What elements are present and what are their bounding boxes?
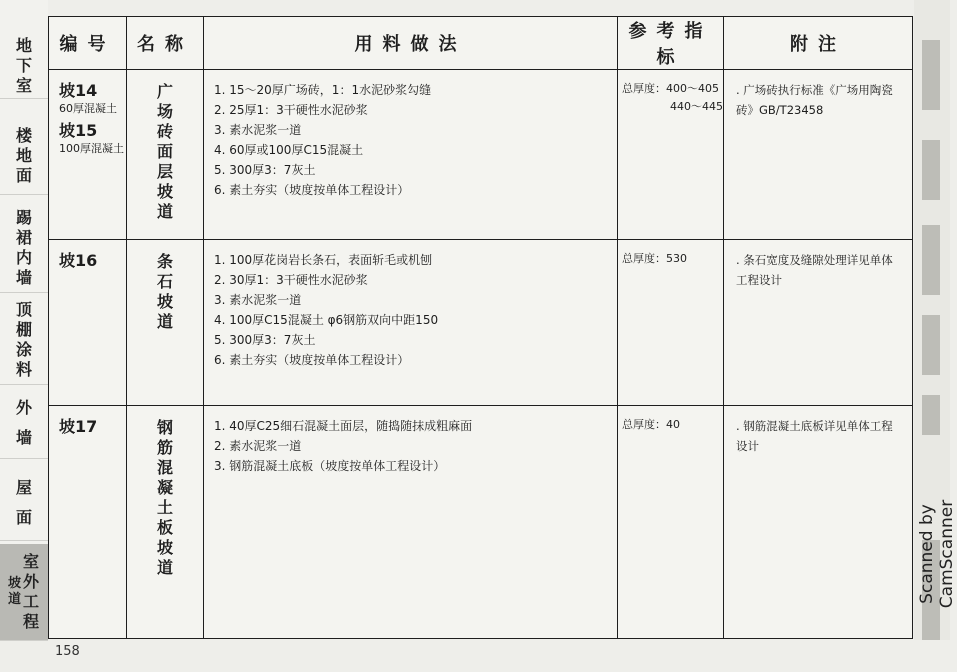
- method-step: 1. 40厚C25细石混凝土面层，随捣随抹成粗麻面: [214, 419, 473, 433]
- method-step: 4. 100厚C15混凝土 φ6钢筋双向中距150: [214, 313, 439, 327]
- ramp-code: 坡16: [59, 251, 98, 270]
- method-cell: [204, 240, 618, 406]
- table-row: [49, 70, 913, 240]
- note-text: . 钢筋混凝土底板详见单体工程设计: [736, 419, 893, 453]
- method-cell: [204, 406, 618, 639]
- reference-value: 总厚度：40: [622, 418, 680, 431]
- sidebar-tab-sublabel: 坡道: [8, 576, 22, 607]
- method-step: 3. 钢筋混凝土底板（坡度按单体工程设计）: [214, 459, 446, 473]
- page-number: 158: [55, 644, 80, 659]
- ramp-code: 坡14: [59, 81, 98, 100]
- method-step: 2. 素水泥浆一道: [214, 439, 302, 453]
- sidebar-tab-label: 外墙: [15, 398, 32, 447]
- note-text: . 广场砖执行标准《广场用陶瓷砖》GB/T23458: [736, 83, 893, 117]
- note-cell: [724, 70, 913, 240]
- method-step: 5. 300厚3：7灰土: [214, 163, 316, 177]
- sidebar-tab-label: 室外工程: [23, 552, 40, 631]
- method-cell: [204, 70, 618, 240]
- reference-value: 440～445: [670, 100, 723, 113]
- reference-cell: [618, 70, 724, 240]
- bleed-tab-mark: [922, 225, 940, 295]
- code-cell: [49, 406, 127, 639]
- ramp-spec-table-wrapper: [48, 16, 912, 639]
- bleed-tab-mark: [922, 395, 940, 435]
- method-step: 3. 素水泥浆一道: [214, 123, 302, 137]
- method-step: 2. 30厚1：3干硬性水泥砂浆: [214, 273, 368, 287]
- sidebar-tab-label: 楼地面: [15, 126, 32, 185]
- ramp-code: 坡15: [59, 121, 98, 140]
- sidebar-tab-roof[interactable]: [0, 466, 48, 541]
- reference-cell: [618, 406, 724, 639]
- method-step: 1. 100厚花岗岩长条石，表面斩毛或机刨: [214, 253, 433, 267]
- ramp-name: 广场砖面层坡道: [156, 82, 173, 221]
- sidebar-tab-label: 屋面: [15, 478, 32, 527]
- sidebar-tab-ceiling-paint[interactable]: [0, 296, 48, 385]
- method-step: 6. 素土夯实（坡度按单体工程设计）: [214, 183, 410, 197]
- sidebar-tab-label: 踢裙内墙: [15, 208, 32, 287]
- sidebar-tab-floor[interactable]: [0, 118, 48, 195]
- name-cell: [127, 406, 204, 639]
- code-cell: [49, 70, 127, 240]
- ramp-name: 条石坡道: [156, 252, 173, 331]
- method-step: 1. 15～20厚广场砖，1：1水泥砂浆勾缝: [214, 83, 432, 97]
- reference-cell: [618, 240, 724, 406]
- chapter-sidebar: [0, 0, 48, 640]
- note-cell: [724, 240, 913, 406]
- method-step: 5. 300厚3：7灰土: [214, 333, 316, 347]
- name-cell: [127, 240, 204, 406]
- table-row: [49, 240, 913, 406]
- header-reference: 参考指标: [618, 17, 724, 70]
- sidebar-tab-skirting-interior-wall[interactable]: [0, 204, 48, 293]
- method-step: 4. 60厚或100厚C15混凝土: [214, 143, 364, 157]
- ramp-code: 坡17: [59, 417, 98, 436]
- method-step: 2. 25厚1：3干硬性水泥砂浆: [214, 103, 368, 117]
- code-cell: [49, 240, 127, 406]
- note-text: . 条石宽度及缝隙处理详见单体工程设计: [736, 253, 893, 287]
- header-name: 名称: [127, 17, 204, 70]
- sidebar-tab-exterior-works-ramp[interactable]: [0, 544, 48, 641]
- method-step: 6. 素土夯实（坡度按单体工程设计）: [214, 353, 410, 367]
- ramp-code-note: 100厚混凝土: [59, 142, 124, 155]
- sidebar-tab-exterior-wall[interactable]: [0, 388, 48, 459]
- ramp-spec-table: [48, 16, 913, 639]
- scanner-watermark: Scanned by CamScanner: [917, 499, 957, 609]
- table-row: [49, 406, 913, 639]
- name-cell: [127, 70, 204, 240]
- header-note: 附注: [724, 17, 913, 70]
- method-step: 3. 素水泥浆一道: [214, 293, 302, 307]
- sidebar-tab-label: 顶棚涂料: [15, 300, 32, 379]
- table-header-row: [49, 17, 913, 70]
- ramp-name: 钢筋混凝土板坡道: [156, 418, 173, 577]
- note-cell: [724, 406, 913, 639]
- ramp-code-note: 60厚混凝土: [59, 102, 117, 115]
- sidebar-tab-label: 地下室: [15, 36, 32, 95]
- bleed-tab-mark: [922, 315, 940, 375]
- header-code: 编号: [49, 17, 127, 70]
- reference-value: 总厚度：400～405: [622, 82, 719, 95]
- bleed-tab-mark: [922, 40, 940, 110]
- header-method: 用料做法: [204, 17, 618, 70]
- sidebar-tab-basement[interactable]: [0, 34, 48, 99]
- reference-value: 总厚度：530: [622, 252, 687, 265]
- bleed-tab-mark: [922, 140, 940, 200]
